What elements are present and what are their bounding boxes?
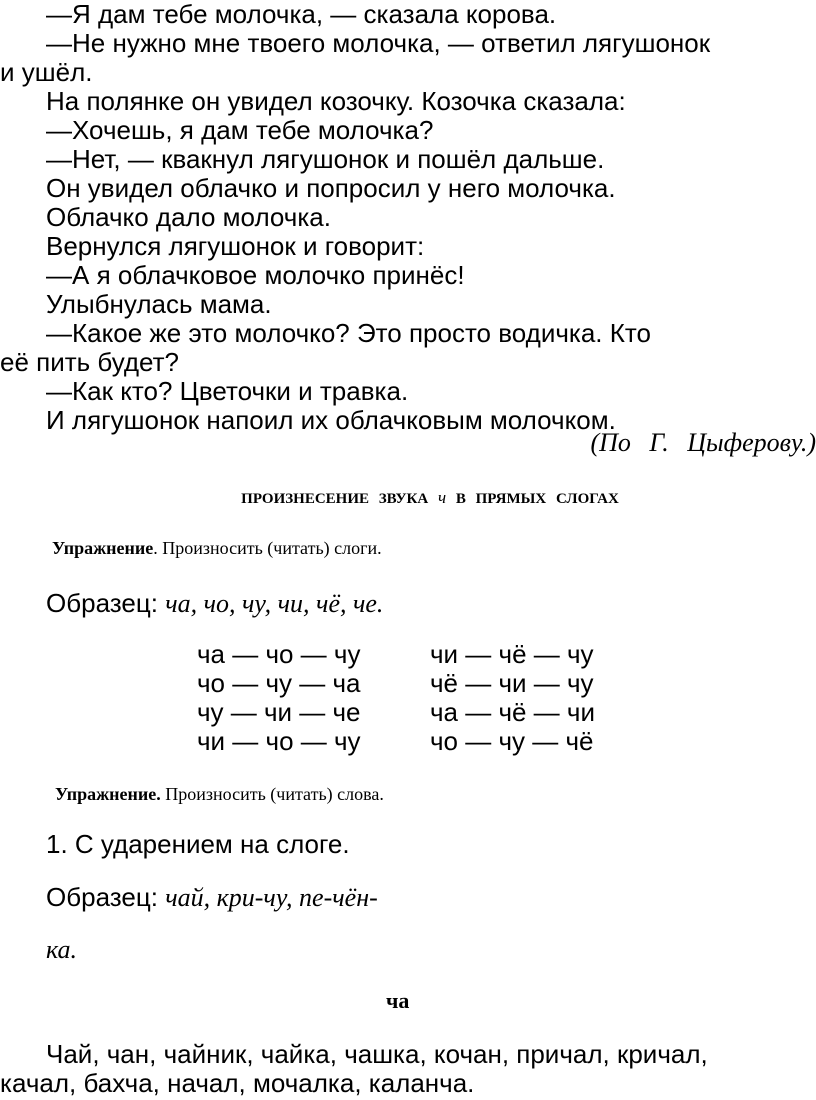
word-line: качал, бахча, начал, мочалка, каланча. bbox=[0, 1068, 475, 1098]
point-stress-on-syllable: 1. С ударением на слоге. bbox=[46, 829, 350, 859]
story-attribution: (По Г. Цыферову.) bbox=[590, 428, 816, 457]
story-line: —Я дам тебе молочка, — сказала корова. bbox=[46, 0, 557, 29]
story-line: —Как кто? Цветочки и травка. bbox=[46, 376, 409, 406]
section-heading bbox=[0, 488, 816, 508]
story-text bbox=[0, 0, 816, 435]
heading-letter: ч bbox=[437, 488, 447, 507]
story-line: её пить будет? bbox=[0, 347, 180, 377]
word-list bbox=[0, 1040, 816, 1098]
exercise-text: Произносить (читать) слова. bbox=[160, 784, 384, 804]
exercise-instruction-syllables bbox=[52, 538, 382, 559]
story-line: —А я облачковое молочко принёс! bbox=[46, 260, 465, 290]
exercise-label: Упражнение bbox=[52, 538, 154, 558]
story-line: Облачко дало молочка. bbox=[46, 202, 331, 232]
syllable-column-left bbox=[197, 640, 361, 756]
story-line: —Нет, — квакнул лягушонок и пошёл дальше. bbox=[46, 144, 605, 174]
exercise-label: Упражнение. bbox=[55, 784, 161, 804]
story-line: Он увидел облачко и попросил у него молочка. bbox=[46, 173, 616, 203]
sample-words bbox=[46, 882, 378, 913]
heading-text-after: В ПРЯМЫХ СЛОГАХ bbox=[455, 491, 619, 507]
exercise-instruction-words bbox=[55, 784, 384, 805]
exercise-text: . Произносить (читать) слоги. bbox=[153, 538, 382, 558]
story-line: Вернулся лягушонок и говорит: bbox=[46, 231, 425, 261]
story-line: Улыбнулась мама. bbox=[46, 289, 272, 319]
syllable-row: чё — чи — чу bbox=[430, 668, 594, 698]
story-line: —Какое же это молочко? Это просто водичка. Кто bbox=[46, 318, 651, 348]
syllable-column-right bbox=[430, 640, 595, 756]
sample-label: Образец: bbox=[46, 588, 158, 618]
syllable-row: чи — чё — чу bbox=[430, 639, 594, 669]
story-line: —Хочешь, я дам тебе молочка? bbox=[46, 115, 434, 145]
syllable-row: чи — чо — чу bbox=[197, 726, 361, 756]
sample-value-continuation: ка. bbox=[46, 935, 78, 964]
story-line: На полянке он увидел козочку. Козочка сказала: bbox=[46, 86, 626, 116]
syllable-row: чу — чи — че bbox=[197, 697, 361, 727]
story-line: и ушёл. bbox=[0, 57, 93, 87]
word-line: Чай, чан, чайник, чайка, чашка, кочан, причал, кричал, bbox=[46, 1039, 708, 1069]
syllable-heading: ча bbox=[386, 988, 410, 1013]
sample-syllables bbox=[46, 588, 383, 619]
syllable-row: чо — чу — чё bbox=[430, 726, 594, 756]
heading-text-before: ПРОИЗНЕСЕНИЕ ЗВУКА bbox=[241, 491, 429, 507]
syllable-row: ча — чё — чи bbox=[430, 697, 595, 727]
story-line: И лягушонок напоил их облачковым молочком. bbox=[46, 405, 616, 435]
syllable-row: ча — чо — чу bbox=[197, 639, 361, 669]
syllable-row: чо — чу — ча bbox=[197, 668, 361, 698]
sample-value: чай, кри-чу, пе-чён- bbox=[165, 883, 378, 912]
sample-label: Образец: bbox=[46, 882, 158, 912]
story-line: —Не нужно мне твоего молочка, — ответил лягушонок bbox=[46, 28, 711, 58]
sample-value: ча, чо, чу, чи, чё, че. bbox=[165, 589, 384, 618]
